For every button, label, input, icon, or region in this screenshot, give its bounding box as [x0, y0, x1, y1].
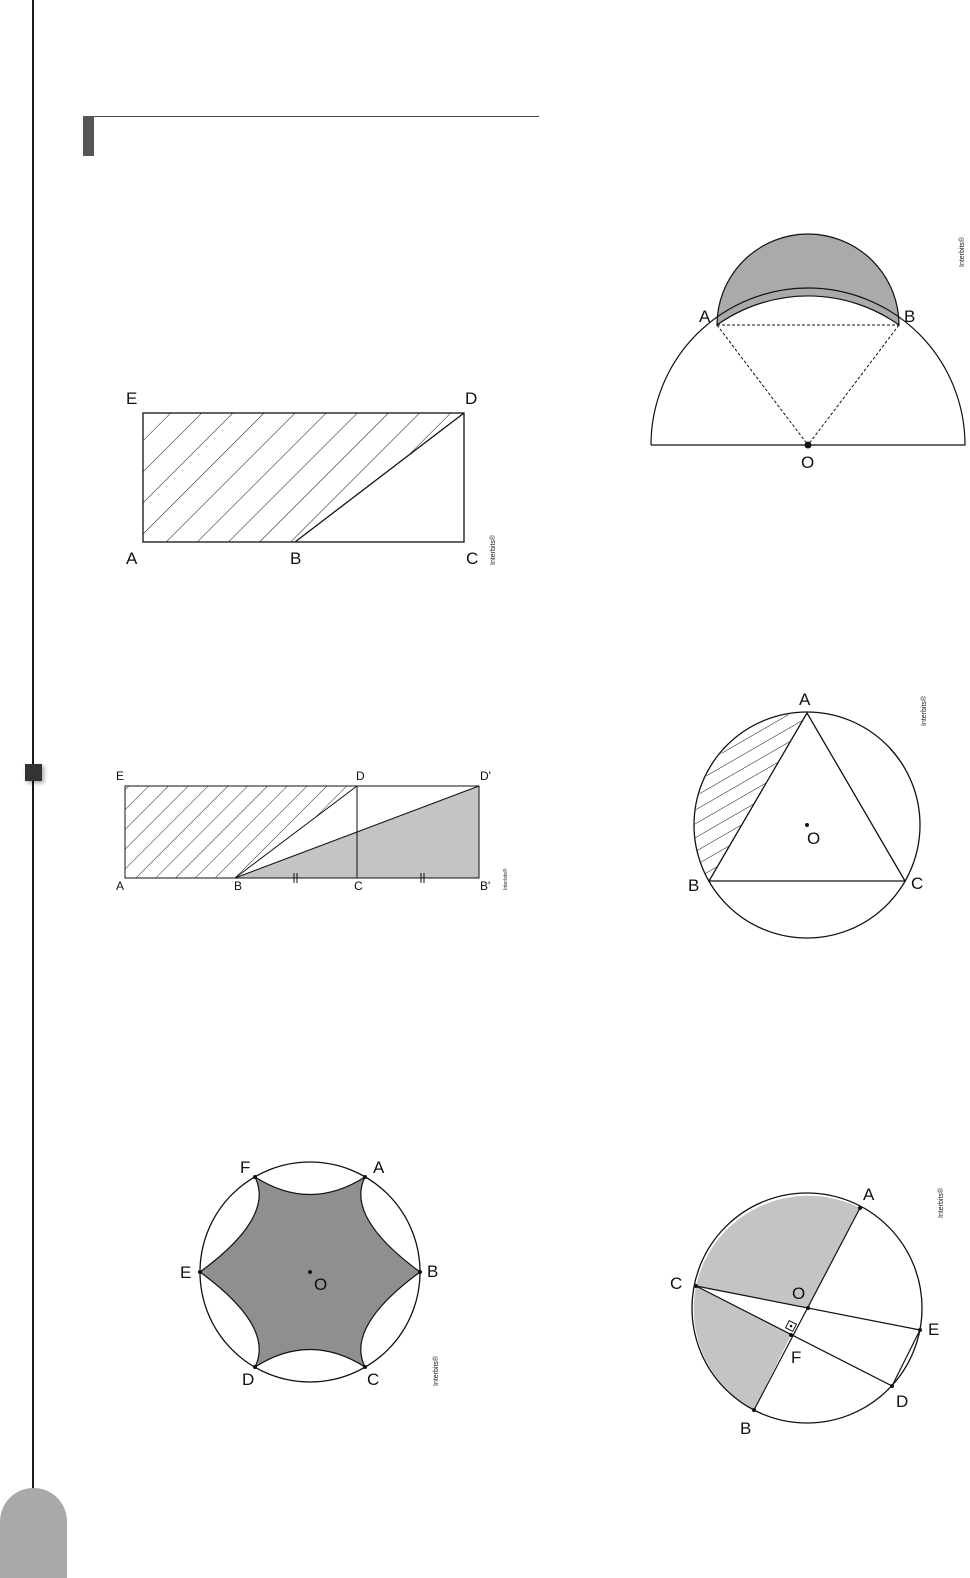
label-E: E [116, 769, 125, 783]
label-B: B [688, 876, 700, 895]
hatched-segment [695, 713, 807, 881]
center-dot [805, 823, 809, 827]
margin-marker [25, 764, 42, 781]
label-Dp: D' [480, 769, 491, 783]
figure-circle-star [170, 1150, 460, 1400]
label-C: C [354, 879, 363, 893]
label-A: A [126, 549, 138, 568]
label-E: E [126, 389, 138, 408]
credit-text: Interbits® [938, 1187, 945, 1218]
label-B: B [290, 549, 302, 568]
label-O: O [792, 1284, 806, 1303]
figure-semicircle-lune [640, 225, 970, 475]
section-header-rule [83, 116, 539, 117]
page-tab [0, 1488, 67, 1578]
figure-extended-rectangle [110, 765, 520, 905]
label-A: A [863, 1185, 875, 1204]
shaded-sector-lower [694, 1286, 791, 1410]
hatched-region [143, 413, 464, 542]
label-A: A [799, 690, 811, 709]
label-D: D [356, 769, 365, 783]
label-D: D [465, 389, 478, 408]
label-D: D [896, 1392, 909, 1411]
section-header-block [83, 116, 94, 156]
label-C: C [670, 1274, 683, 1293]
label-E: E [180, 1263, 192, 1282]
label-C: C [466, 549, 479, 568]
figure-inscribed-triangle [680, 680, 960, 950]
label-B: B [904, 307, 916, 326]
label-A: A [699, 307, 711, 326]
label-B: B [427, 1262, 439, 1281]
right-angle-dot [790, 1325, 793, 1328]
label-E: E [928, 1320, 940, 1339]
credit-text: Interbits® [503, 868, 509, 890]
label-Bp: B' [480, 879, 491, 893]
label-F: F [791, 1348, 802, 1367]
label-A: A [373, 1158, 385, 1177]
label-C: C [367, 1370, 380, 1389]
label-D: D [242, 1370, 255, 1389]
credit-text: Interbits® [959, 236, 966, 267]
credit-text: Interbits® [921, 695, 928, 726]
label-B: B [234, 879, 243, 893]
dashed-triangle [717, 325, 899, 445]
figure-rectangle-hatched [110, 380, 510, 580]
label-O: O [801, 453, 815, 472]
lune-region [717, 234, 899, 325]
label-O: O [807, 829, 821, 848]
label-A: A [116, 879, 125, 893]
label-C: C [911, 874, 924, 893]
page-margin-line [32, 0, 34, 1564]
center-dot [805, 442, 812, 449]
figure-circle-sectors [660, 1170, 960, 1440]
label-O: O [314, 1275, 328, 1294]
credit-text: Interbits® [490, 534, 497, 565]
label-B: B [740, 1419, 752, 1438]
credit-text: Interbits® [433, 1355, 440, 1386]
label-F: F [240, 1158, 251, 1177]
